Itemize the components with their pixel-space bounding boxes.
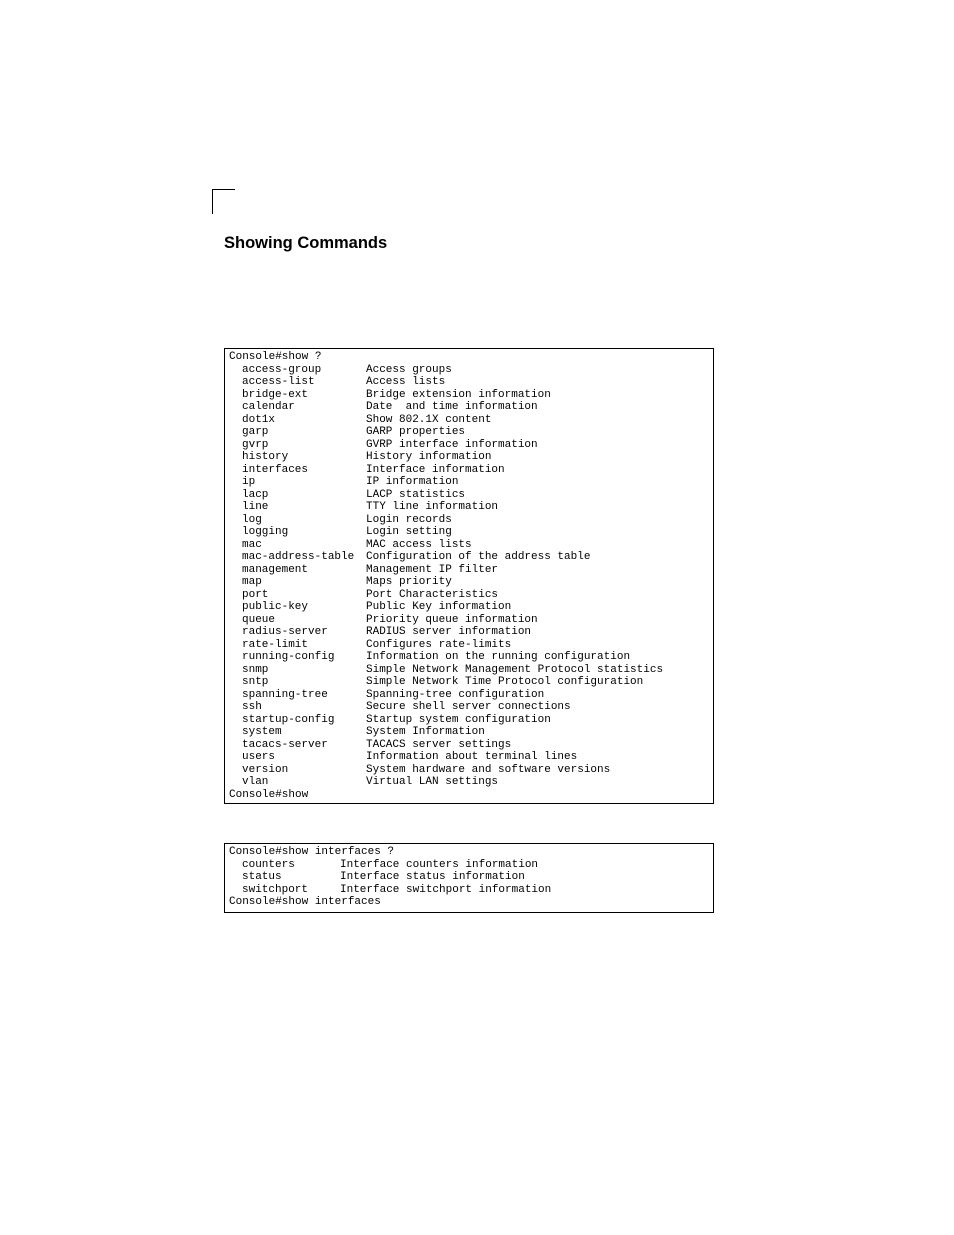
command-row	[229, 364, 713, 377]
command-keyword: public-key	[242, 601, 309, 613]
command-keyword: calendar	[242, 401, 295, 413]
command-row	[229, 564, 713, 577]
command-row	[229, 489, 713, 502]
command-keyword: radius-server	[242, 626, 328, 638]
command-row	[229, 689, 713, 702]
command-description: System Information	[366, 726, 485, 738]
command-description: System hardware and software versions	[366, 763, 611, 776]
final-prompt-line: Console#show	[229, 788, 309, 801]
command-keyword: startup-config	[242, 713, 335, 726]
command-description: Interface information	[366, 463, 505, 476]
command-keyword: system	[242, 726, 282, 738]
command-row	[229, 726, 713, 739]
command-row	[229, 764, 713, 777]
command-keyword: version	[242, 763, 289, 776]
command-description: Secure shell server connections	[366, 701, 571, 713]
command-keyword: ip	[242, 476, 256, 488]
command-row	[229, 501, 713, 514]
command-keyword: vlan	[242, 776, 269, 788]
command-description: IP information	[366, 476, 459, 488]
page-corner-mark	[212, 189, 235, 214]
command-row	[229, 714, 713, 727]
command-description: Login setting	[366, 526, 452, 538]
command-row	[229, 639, 713, 652]
final-prompt-line: Console#show interfaces	[229, 896, 381, 908]
command-row	[229, 451, 713, 464]
command-keyword: gvrp	[242, 438, 269, 451]
command-row	[229, 439, 713, 452]
command-description: TTY line information	[366, 501, 499, 513]
command-keyword: mac	[242, 538, 262, 551]
command-description: Simple Network Time Protocol configuration	[366, 676, 644, 688]
command-description: Startup system configuration	[366, 713, 551, 726]
command-description: Simple Network Management Protocol statistics	[366, 663, 664, 676]
command-row	[229, 526, 713, 539]
command-description: LACP statistics	[366, 488, 466, 501]
command-keyword: status	[242, 871, 282, 883]
command-keyword: ssh	[242, 701, 262, 713]
command-description: Virtual LAN settings	[366, 776, 499, 788]
command-row	[229, 514, 713, 527]
command-description: Login records	[366, 513, 452, 526]
command-keyword: counters	[242, 858, 295, 871]
command-description: GARP properties	[366, 426, 466, 438]
command-description: Interface counters information	[340, 858, 539, 871]
command-keyword: interfaces	[242, 463, 309, 476]
command-keyword: line	[242, 501, 269, 513]
command-row	[229, 539, 713, 552]
command-description: GVRP interface information	[366, 438, 538, 451]
command-keyword: queue	[242, 613, 276, 626]
command-row	[229, 859, 713, 872]
command-list	[229, 364, 713, 789]
command-row	[229, 701, 713, 714]
command-row	[229, 589, 713, 602]
command-keyword: sntp	[242, 676, 269, 688]
command-description: Access lists	[366, 376, 446, 388]
command-keyword: access-list	[242, 376, 315, 388]
command-description: Information on the running configuration	[366, 651, 631, 663]
command-row	[229, 389, 713, 402]
command-row	[229, 871, 713, 884]
command-keyword: history	[242, 451, 289, 463]
command-description: Public Key information	[366, 601, 512, 613]
command-keyword: map	[242, 576, 262, 588]
command-keyword: tacacs-server	[242, 738, 328, 751]
command-description: Bridge extension information	[366, 388, 551, 401]
command-list	[229, 859, 713, 897]
command-description: Date and time information	[366, 401, 538, 413]
command-row	[229, 576, 713, 589]
command-row	[229, 626, 713, 639]
command-description: MAC access lists	[366, 538, 472, 551]
command-description: Configuration of the address table	[366, 551, 591, 563]
command-row	[229, 376, 713, 389]
command-row	[229, 751, 713, 764]
command-description: Management IP filter	[366, 563, 499, 576]
command-row	[229, 414, 713, 427]
command-keyword: users	[242, 751, 276, 763]
command-description: Show 802.1X content	[366, 413, 492, 426]
command-keyword: switchport	[242, 883, 309, 896]
command-keyword: port	[242, 588, 269, 601]
command-row	[229, 614, 713, 627]
command-description: Configures rate-limits	[366, 638, 512, 651]
command-keyword: garp	[242, 426, 269, 438]
prompt-line: Console#show interfaces ?	[229, 846, 395, 858]
command-description: History information	[366, 451, 492, 463]
section-title: Showing Commands	[224, 234, 388, 252]
command-row	[229, 426, 713, 439]
command-row	[229, 739, 713, 752]
prompt-line: Console#show ?	[229, 351, 322, 363]
command-description: Maps priority	[366, 576, 452, 588]
show-help-example	[224, 348, 714, 804]
command-description: Interface status information	[340, 871, 525, 883]
command-keyword: management	[242, 563, 309, 576]
command-keyword: access-group	[242, 363, 322, 376]
command-description: Access groups	[366, 363, 452, 376]
command-keyword: dot1x	[242, 413, 276, 426]
command-row	[229, 476, 713, 489]
command-row	[229, 776, 713, 789]
command-description: Interface switchport information	[340, 883, 552, 896]
command-keyword: snmp	[242, 663, 269, 676]
command-row	[229, 401, 713, 414]
command-keyword: mac-address-table	[242, 551, 355, 563]
command-row	[229, 601, 713, 614]
command-description: Information about terminal lines	[366, 751, 578, 763]
command-row	[229, 551, 713, 564]
command-keyword: logging	[242, 526, 289, 538]
command-row	[229, 464, 713, 477]
command-row	[229, 884, 713, 897]
command-description: TACACS server settings	[366, 738, 512, 751]
command-keyword: rate-limit	[242, 638, 309, 651]
command-keyword: running-config	[242, 651, 335, 663]
command-row	[229, 676, 713, 689]
command-keyword: spanning-tree	[242, 688, 328, 701]
show-interfaces-help-example	[224, 843, 714, 913]
command-description: Spanning-tree configuration	[366, 688, 545, 701]
command-keyword: lacp	[242, 488, 269, 501]
command-row	[229, 651, 713, 664]
command-keyword: bridge-ext	[242, 388, 309, 401]
command-description: Priority queue information	[366, 613, 538, 626]
command-description: Port Characteristics	[366, 588, 499, 601]
command-keyword: log	[242, 513, 262, 526]
command-row	[229, 664, 713, 677]
command-description: RADIUS server information	[366, 626, 532, 638]
